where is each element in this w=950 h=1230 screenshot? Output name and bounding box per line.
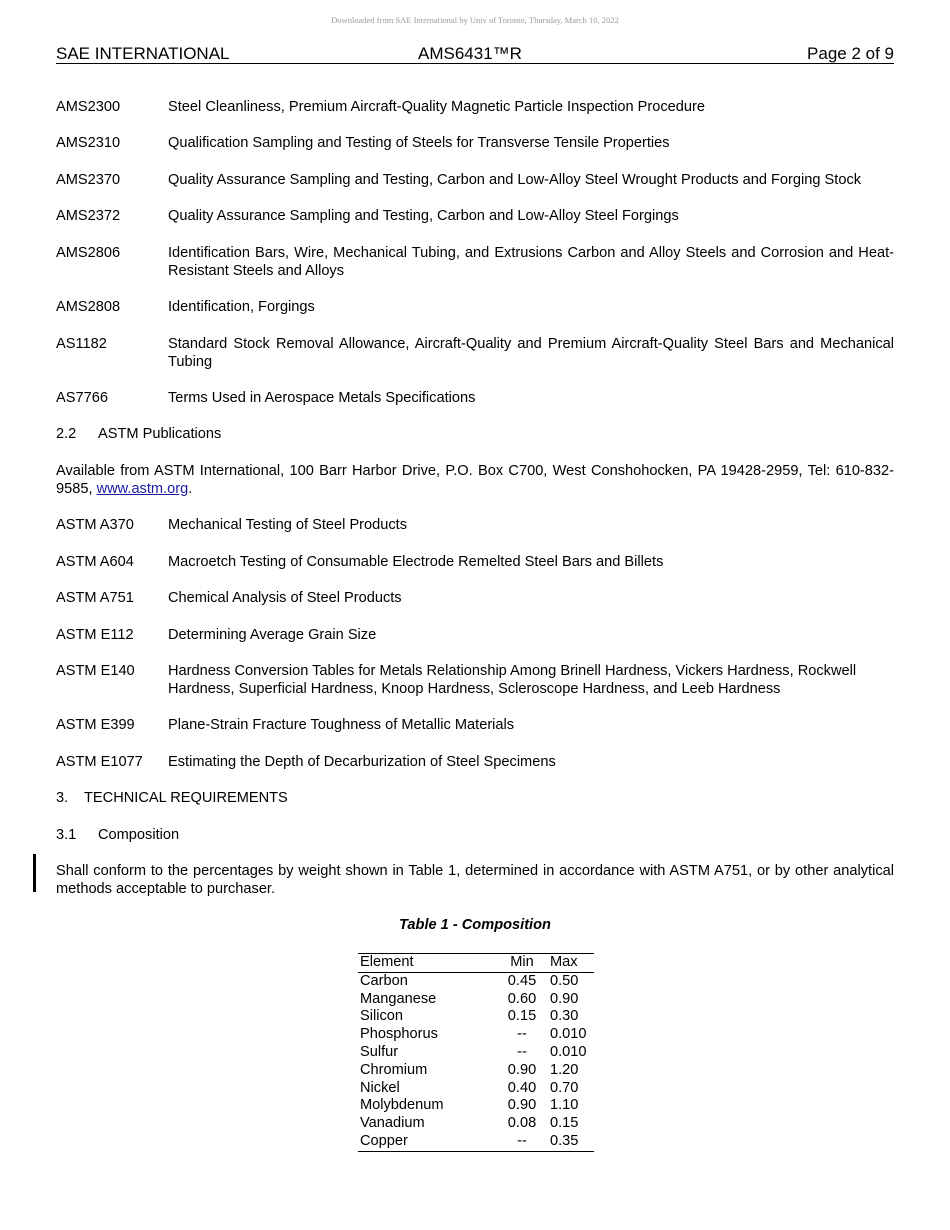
table-row — [358, 1008, 594, 1026]
reference-entry — [56, 516, 894, 534]
reference-entry — [56, 716, 894, 734]
max-cell: 0.90 — [550, 990, 579, 1007]
reference-code: AMS2310 — [56, 135, 121, 151]
header-page-number: Page 2 of 9 — [807, 44, 894, 63]
astm-availability-paragraph — [56, 462, 894, 498]
min-cell: -- — [517, 1026, 527, 1043]
reference-title: Terms Used in Aerospace Metals Specifications — [168, 390, 476, 406]
reference-entry — [56, 98, 894, 116]
reference-title: Plane-Strain Fracture Toughness of Metallic Materials — [168, 717, 515, 733]
element-cell: Copper — [358, 1133, 500, 1151]
reference-entry — [56, 589, 894, 607]
section-title: ASTM Publications — [98, 426, 222, 442]
reference-code: ASTM E140 — [56, 663, 135, 679]
availability-text: Available from ASTM International, 100 Barr Harbor Drive, P.O. Box C700, West Conshohocken, PA 19428-2959, Tel: 610-832-9585, — [56, 463, 894, 497]
reference-code: ASTM A370 — [56, 517, 134, 533]
download-notice: Downloaded from SAE International by Univ of Toronto, Thursday, March 10, 2022 — [331, 15, 619, 25]
table-row — [358, 1133, 594, 1151]
reference-entry — [56, 553, 894, 571]
reference-entry — [56, 244, 894, 280]
element-cell: Silicon — [360, 1008, 403, 1025]
reference-code: AMS2808 — [56, 299, 121, 315]
element-cell: Sulfur — [360, 1043, 399, 1060]
reference-title: Quality Assurance Sampling and Testing, Carbon and Low-Alloy Steel Forgings — [168, 208, 679, 224]
section-heading-3 — [56, 789, 288, 807]
element-cell: Carbon — [360, 972, 408, 989]
table-header-row — [358, 954, 594, 973]
min-cell: 0.40 — [507, 1079, 537, 1096]
reference-code: AMS2370 — [56, 172, 121, 188]
element-cell: Manganese — [360, 990, 437, 1007]
reference-title: Identification Bars, Wire, Mechanical Tubing, and Extrusions Carbon and Alloy Steels and Corrosion and Heat-Resistant Steels and Alloys — [168, 245, 894, 279]
table-caption: Table 1 - Composition — [399, 917, 551, 933]
reference-code: AMS2300 — [56, 99, 121, 115]
reference-title: Hardness Conversion Tables for Metals Relationship Among Brinell Hardness, Vickers Hardness, Rockwell Hardness, Superficial Hardness, Knoop Hardness, Scleroscope Hardness, and Leeb Hardness — [168, 663, 857, 697]
reference-title: Determining Average Grain Size — [168, 627, 377, 643]
max-cell: 0.010 — [550, 1026, 587, 1043]
reference-entry — [56, 389, 894, 407]
reference-title: Steel Cleanliness, Premium Aircraft-Quality Magnetic Particle Inspection Procedure — [168, 99, 705, 115]
min-cell: 0.15 — [507, 1008, 537, 1025]
reference-code: AMS2806 — [56, 245, 121, 261]
max-cell: 1.20 — [550, 1061, 579, 1078]
reference-entry — [56, 134, 894, 152]
table-row — [358, 1026, 594, 1044]
reference-title: Standard Stock Removal Allowance, Aircraft-Quality and Premium Aircraft-Quality Steel Bars and Mechanical Tubing — [168, 336, 894, 370]
max-cell: 0.30 — [550, 1008, 579, 1025]
reference-entry — [56, 753, 894, 771]
composition-table — [358, 953, 594, 1152]
table-row — [358, 1080, 594, 1098]
reference-code: ASTM E112 — [56, 627, 134, 643]
element-cell: Vanadium — [360, 1115, 425, 1132]
reference-code: AS7766 — [56, 390, 108, 406]
min-cell: -- — [500, 1133, 544, 1151]
availability-period: . — [188, 481, 193, 497]
table-row — [358, 1044, 594, 1062]
table-row — [358, 991, 594, 1009]
reference-entry — [56, 626, 894, 644]
header-doc-number: AMS6431™R — [418, 44, 522, 63]
reference-title: Mechanical Testing of Steel Products — [168, 517, 408, 533]
element-cell: Phosphorus — [360, 1026, 438, 1043]
reference-code: AMS2372 — [56, 208, 121, 224]
section-title: TECHNICAL REQUIREMENTS — [84, 790, 288, 806]
table-row — [358, 972, 594, 990]
section-number: 2.2 — [56, 426, 77, 442]
max-cell: 0.010 — [550, 1043, 587, 1060]
reference-title: Qualification Sampling and Testing of Steels for Transverse Tensile Properties — [168, 135, 670, 151]
max-cell: 0.50 — [550, 972, 579, 989]
max-cell: 0.70 — [550, 1079, 579, 1096]
reference-entry — [56, 171, 894, 189]
astm-website-link[interactable]: www.astm.org — [96, 481, 189, 497]
max-cell: 1.10 — [550, 1097, 579, 1114]
min-cell: 0.90 — [507, 1097, 537, 1114]
max-cell: 0.35 — [544, 1133, 594, 1151]
element-cell: Chromium — [360, 1061, 428, 1078]
max-cell: 0.15 — [550, 1115, 579, 1132]
column-header-element: Element — [358, 954, 500, 973]
min-cell: 0.60 — [507, 990, 537, 1007]
reference-code: ASTM E1077 — [56, 754, 143, 770]
reference-entry — [56, 207, 894, 225]
table-row — [358, 1062, 594, 1080]
reference-code: ASTM A604 — [56, 554, 134, 570]
header-publisher: SAE INTERNATIONAL — [56, 44, 230, 63]
section-heading-3-1 — [56, 826, 179, 844]
page-header — [56, 44, 894, 64]
reference-entry — [56, 662, 894, 698]
min-cell: 0.90 — [507, 1061, 537, 1078]
column-header-min: Min — [500, 954, 544, 973]
min-cell: 0.08 — [507, 1115, 537, 1132]
reference-title: Identification, Forgings — [168, 299, 315, 315]
min-cell: 0.45 — [507, 972, 537, 989]
reference-title: Macroetch Testing of Consumable Electrode Remelted Steel Bars and Billets — [168, 554, 664, 570]
reference-code: ASTM A751 — [56, 590, 134, 606]
element-cell: Nickel — [360, 1079, 400, 1096]
section-heading-2-2 — [56, 425, 221, 443]
reference-title: Chemical Analysis of Steel Products — [168, 590, 402, 606]
composition-paragraph: Shall conform to the percentages by weight shown in Table 1, determined in accordance with ASTM A751, or by other analytical methods acceptable to purchaser. — [56, 863, 894, 897]
reference-title: Estimating the Depth of Decarburization of Steel Specimens — [168, 754, 556, 770]
min-cell: -- — [517, 1043, 527, 1060]
table-row — [358, 1115, 594, 1133]
section-number: 3. — [56, 790, 69, 806]
element-cell: Molybdenum — [360, 1097, 444, 1114]
table-row — [358, 1097, 594, 1115]
reference-entry — [56, 298, 894, 316]
reference-code: ASTM E399 — [56, 717, 135, 733]
column-header-max: Max — [544, 954, 594, 973]
reference-code: AS1182 — [56, 336, 107, 352]
reference-entry — [56, 335, 894, 371]
reference-title: Quality Assurance Sampling and Testing, Carbon and Low-Alloy Steel Wrought Products and Forging Stock — [168, 172, 862, 188]
revision-change-bar — [33, 854, 36, 892]
section-title: Composition — [98, 827, 180, 843]
section-number: 3.1 — [56, 827, 77, 843]
